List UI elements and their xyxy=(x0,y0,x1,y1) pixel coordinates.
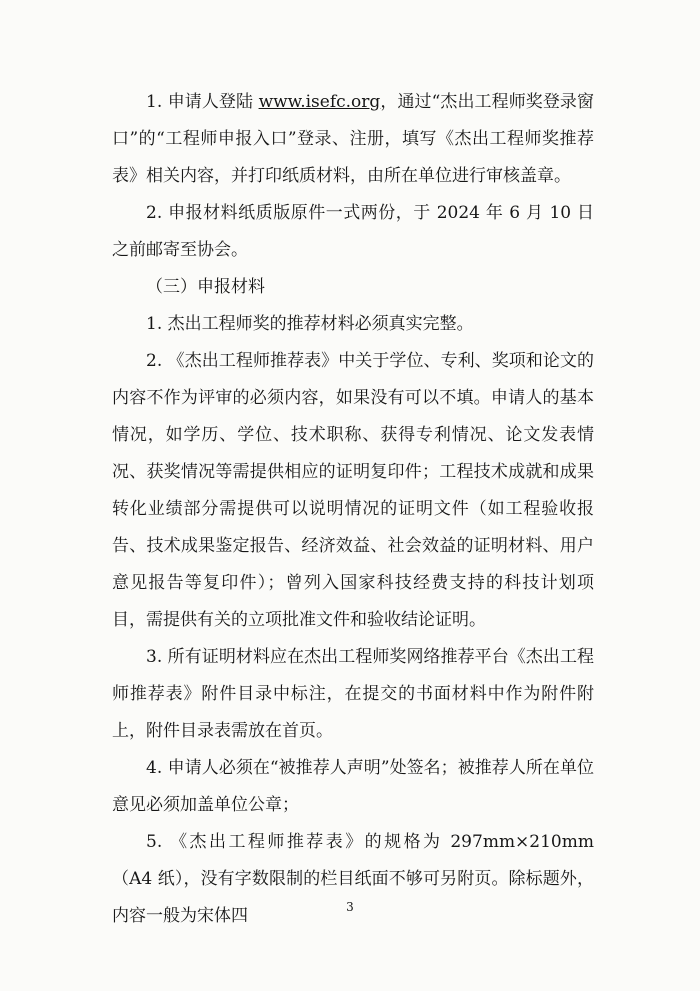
paragraph-1-post: ，通过“杰出工程师奖登录窗口”的“工程师申报入口”登录、注册，填写《杰出工程师奖推荐表》相关内容，并打印纸质材料，由所在单位进行审核盖章。 xyxy=(112,92,594,186)
paragraph-1-pre: 1. 申请人登陆 xyxy=(146,92,259,112)
paragraph-1 xyxy=(112,84,594,195)
website-link[interactable]: www.isefc.org xyxy=(258,92,381,112)
paragraph-4: 2. 《杰出工程师推荐表》中关于学位、专利、奖项和论文的内容不作为评审的必须内容，如果没有可以不填。申请人的基本情况，如学历、学位、技术职称、获得专利情况、论文发表情况、获奖情况等需提供相应的证明复印件；工程技术成就和成果转化业绩部分需提供可以说明情况的证明文件（如工程验收报告、技术成果鉴定报告、经济效益、社会效益的证明材料、用户意见报告等复印件）；曾列入国家科技经费支持的科技计划项目，需提供有关的立项批准文件和验收结论证明。 xyxy=(112,351,594,630)
page-number: 3 xyxy=(346,900,354,914)
section-heading: （三）申报材料 xyxy=(146,277,265,297)
paragraph-5: 3. 所有证明材料应在杰出工程师奖网络推荐平台《杰出工程师推荐表》附件目录中标注，在提交的书面材料中作为附件附上，附件目录表需放在首页。 xyxy=(112,647,594,741)
paragraph-3: 1. 杰出工程师奖的推荐材料必须真实完整。 xyxy=(146,314,474,334)
paragraph-6: 4. 申请人必须在“被推荐人声明”处签名；被推荐人所在单位意见必须加盖单位公章； xyxy=(112,758,594,815)
paragraph-2: 2. 申报材料纸质版原件一式两份，于 2024 年 6 月 10 日之前邮寄至协会。 xyxy=(112,203,594,260)
paragraph-7: 5. 《杰出工程师推荐表》的规格为 297mm×210mm（A4 纸），没有字数限制的栏目纸面不够可另附页。除标题外，内容一般为宋体四 xyxy=(112,832,594,926)
